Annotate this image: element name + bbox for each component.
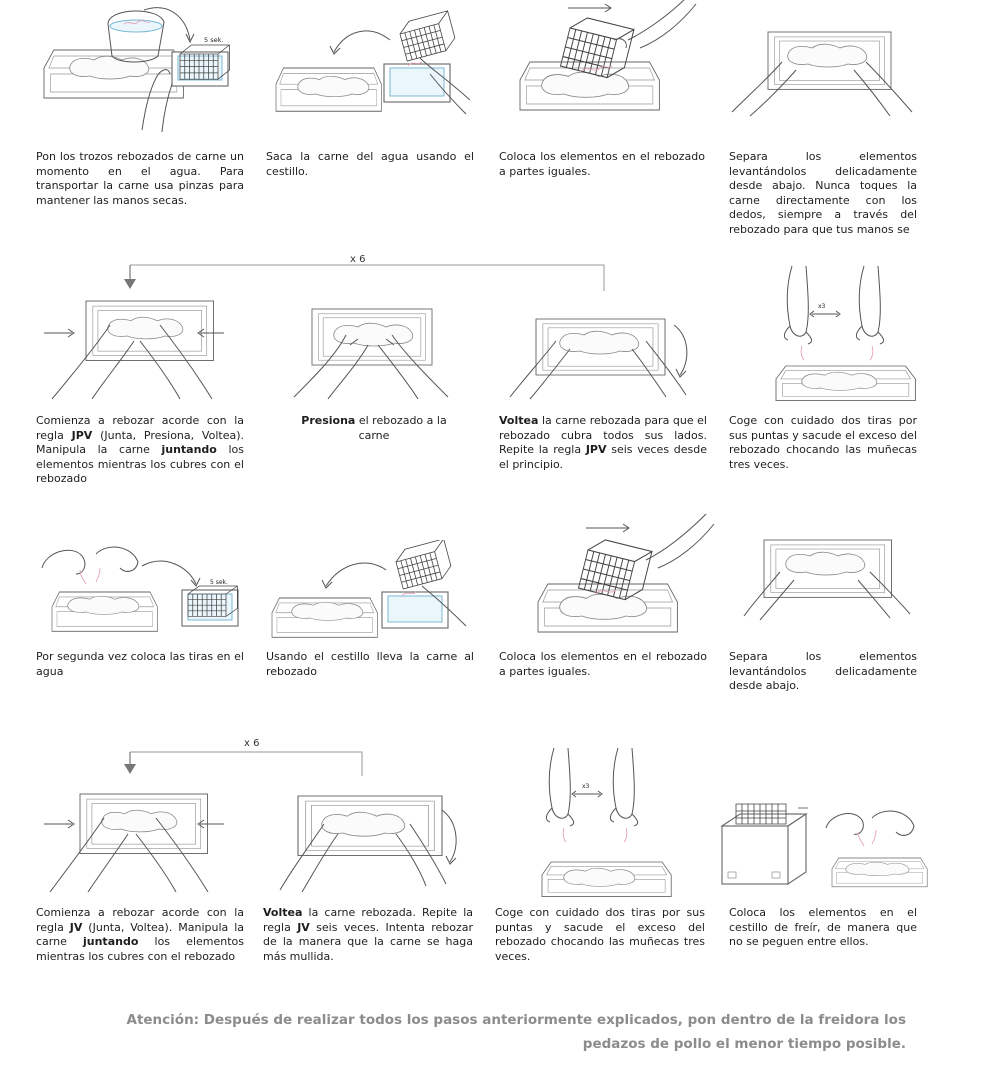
step-5-caption: Comienza a rebozar acorde con la regla JPV (Junta, Presiona, Voltea). Manipula la carne juntando los elementos mientras los cubres con el rebozado xyxy=(36,414,244,485)
meat-icon xyxy=(322,812,405,836)
step-6-illustration xyxy=(284,305,464,405)
step-12-illustration xyxy=(740,534,920,634)
step-7-caption: Voltea la carne rebozada para que el rebozado cubra todos sus lados. Repite la regla JPV seis veces desde el principio. xyxy=(499,414,707,471)
meat-icon xyxy=(70,56,149,79)
count-label: x3 xyxy=(582,783,590,790)
step-7-illustration xyxy=(506,305,706,405)
repeat-loop-2 xyxy=(118,746,370,780)
step-9-caption: Por segunda vez coloca las tiras en el agua xyxy=(36,650,244,678)
fryer-icon xyxy=(722,814,806,884)
time-label: 5 sek. xyxy=(204,36,224,44)
step-5-illustration xyxy=(40,295,240,405)
meat-icon xyxy=(560,331,639,354)
meat-icon xyxy=(560,594,647,619)
step-1-illustration xyxy=(40,4,240,138)
curved-arrow-icon xyxy=(326,563,386,586)
step-10-caption: Usando el cestillo lleva la carne al rebozado xyxy=(266,650,474,678)
step-13-illustration xyxy=(40,786,240,898)
meat-icon xyxy=(846,862,909,876)
meat-icon xyxy=(542,72,629,97)
step-3-caption: Coloca los elementos en el rebozado a partes iguales. xyxy=(499,150,705,178)
attention-note: Atención: Después de realizar todos los pasos anteriormente explicados, pon dentro de la freidora los pedazos de pollo el menor tiempo posible. xyxy=(126,1012,906,1052)
loop-line xyxy=(130,752,362,776)
meat-icon xyxy=(292,602,363,620)
down-arrow-icon xyxy=(124,764,136,774)
step-15-illustration xyxy=(528,744,688,900)
down-arrow-icon xyxy=(124,279,136,289)
step-4-caption: Separa los elementos levantándolos delicadamente desde abajo. Nunca toques la carne directamente con los dedos, siempre a través del rebozado para que tus manos se xyxy=(729,150,917,236)
loop-line xyxy=(130,265,604,291)
repeat-count-2: x 6 xyxy=(244,738,260,749)
meat-icon xyxy=(788,44,867,67)
step-16-caption: Coloca los elementos en el cestillo de freír, de manera que no se peguen entre ellos. xyxy=(729,906,917,948)
right-arm-icon xyxy=(856,266,883,344)
left-arm-icon xyxy=(784,266,811,344)
step-15-caption: Coge con cuidado dos tiras por sus puntas y sacude el exceso del rebozado chocando las muñecas tres veces. xyxy=(495,906,705,963)
meat-icon xyxy=(334,323,413,346)
step-12-caption: Separa los elementos levantándolos delicadamente desde abajo. xyxy=(729,650,917,692)
step-1-caption: Pon los trozos rebozados de carne un momento en el agua. Para transportar la carne usa pinzas para mantener las manos secas. xyxy=(36,150,244,207)
step-9-illustration xyxy=(36,540,246,640)
step-14-illustration xyxy=(276,786,476,898)
curved-arrow-icon xyxy=(142,561,196,584)
meat-icon xyxy=(298,76,369,97)
meat-icon xyxy=(68,596,139,614)
step-2-caption: Saca la carne del agua usando el cestillo. xyxy=(266,150,474,178)
meat-icon xyxy=(108,317,183,339)
repeat-count-1: x 6 xyxy=(350,254,366,265)
rotate-arrow-icon xyxy=(442,810,456,862)
step-8-illustration xyxy=(768,262,928,404)
right-arm-icon xyxy=(610,748,637,826)
basket-icon xyxy=(397,11,457,61)
rotate-arrow-icon xyxy=(674,325,687,375)
meat-icon xyxy=(786,552,865,575)
step-13-caption: Comienza a rebozar acorde con la regla JV (Junta, Voltea). Manipula la carne juntando los elementos mientras los cubres con el rebozado xyxy=(36,906,245,963)
step-11-illustration xyxy=(520,506,720,640)
step-10-illustration xyxy=(268,540,472,640)
curved-arrow-icon xyxy=(334,31,390,52)
step-4-illustration xyxy=(730,4,930,138)
step-6-caption: Presiona el rebozado a la carne xyxy=(301,414,447,442)
meat-icon xyxy=(102,810,177,832)
basket-icon xyxy=(393,540,453,589)
time-label: 5 sek. xyxy=(210,579,228,586)
step-8-caption: Coge con cuidado dos tiras por sus puntas y sacude el exceso del rebozado chocando las muñecas tres veces. xyxy=(729,414,917,471)
left-arm-icon xyxy=(546,748,573,826)
meat-icon xyxy=(564,868,635,886)
count-label: x3 xyxy=(818,303,826,310)
step-11-caption: Coloca los elementos en el rebozado a partes iguales. xyxy=(499,650,707,678)
step-16-illustration xyxy=(716,798,930,894)
step-14-caption: Voltea la carne rebozada. Repite la regla JV seis veces. Intenta rebozar de la manera que la carne se haga más mullida. xyxy=(263,906,473,963)
meat-icon xyxy=(802,372,877,390)
step-2-illustration xyxy=(270,4,470,138)
step-3-illustration xyxy=(510,0,710,134)
